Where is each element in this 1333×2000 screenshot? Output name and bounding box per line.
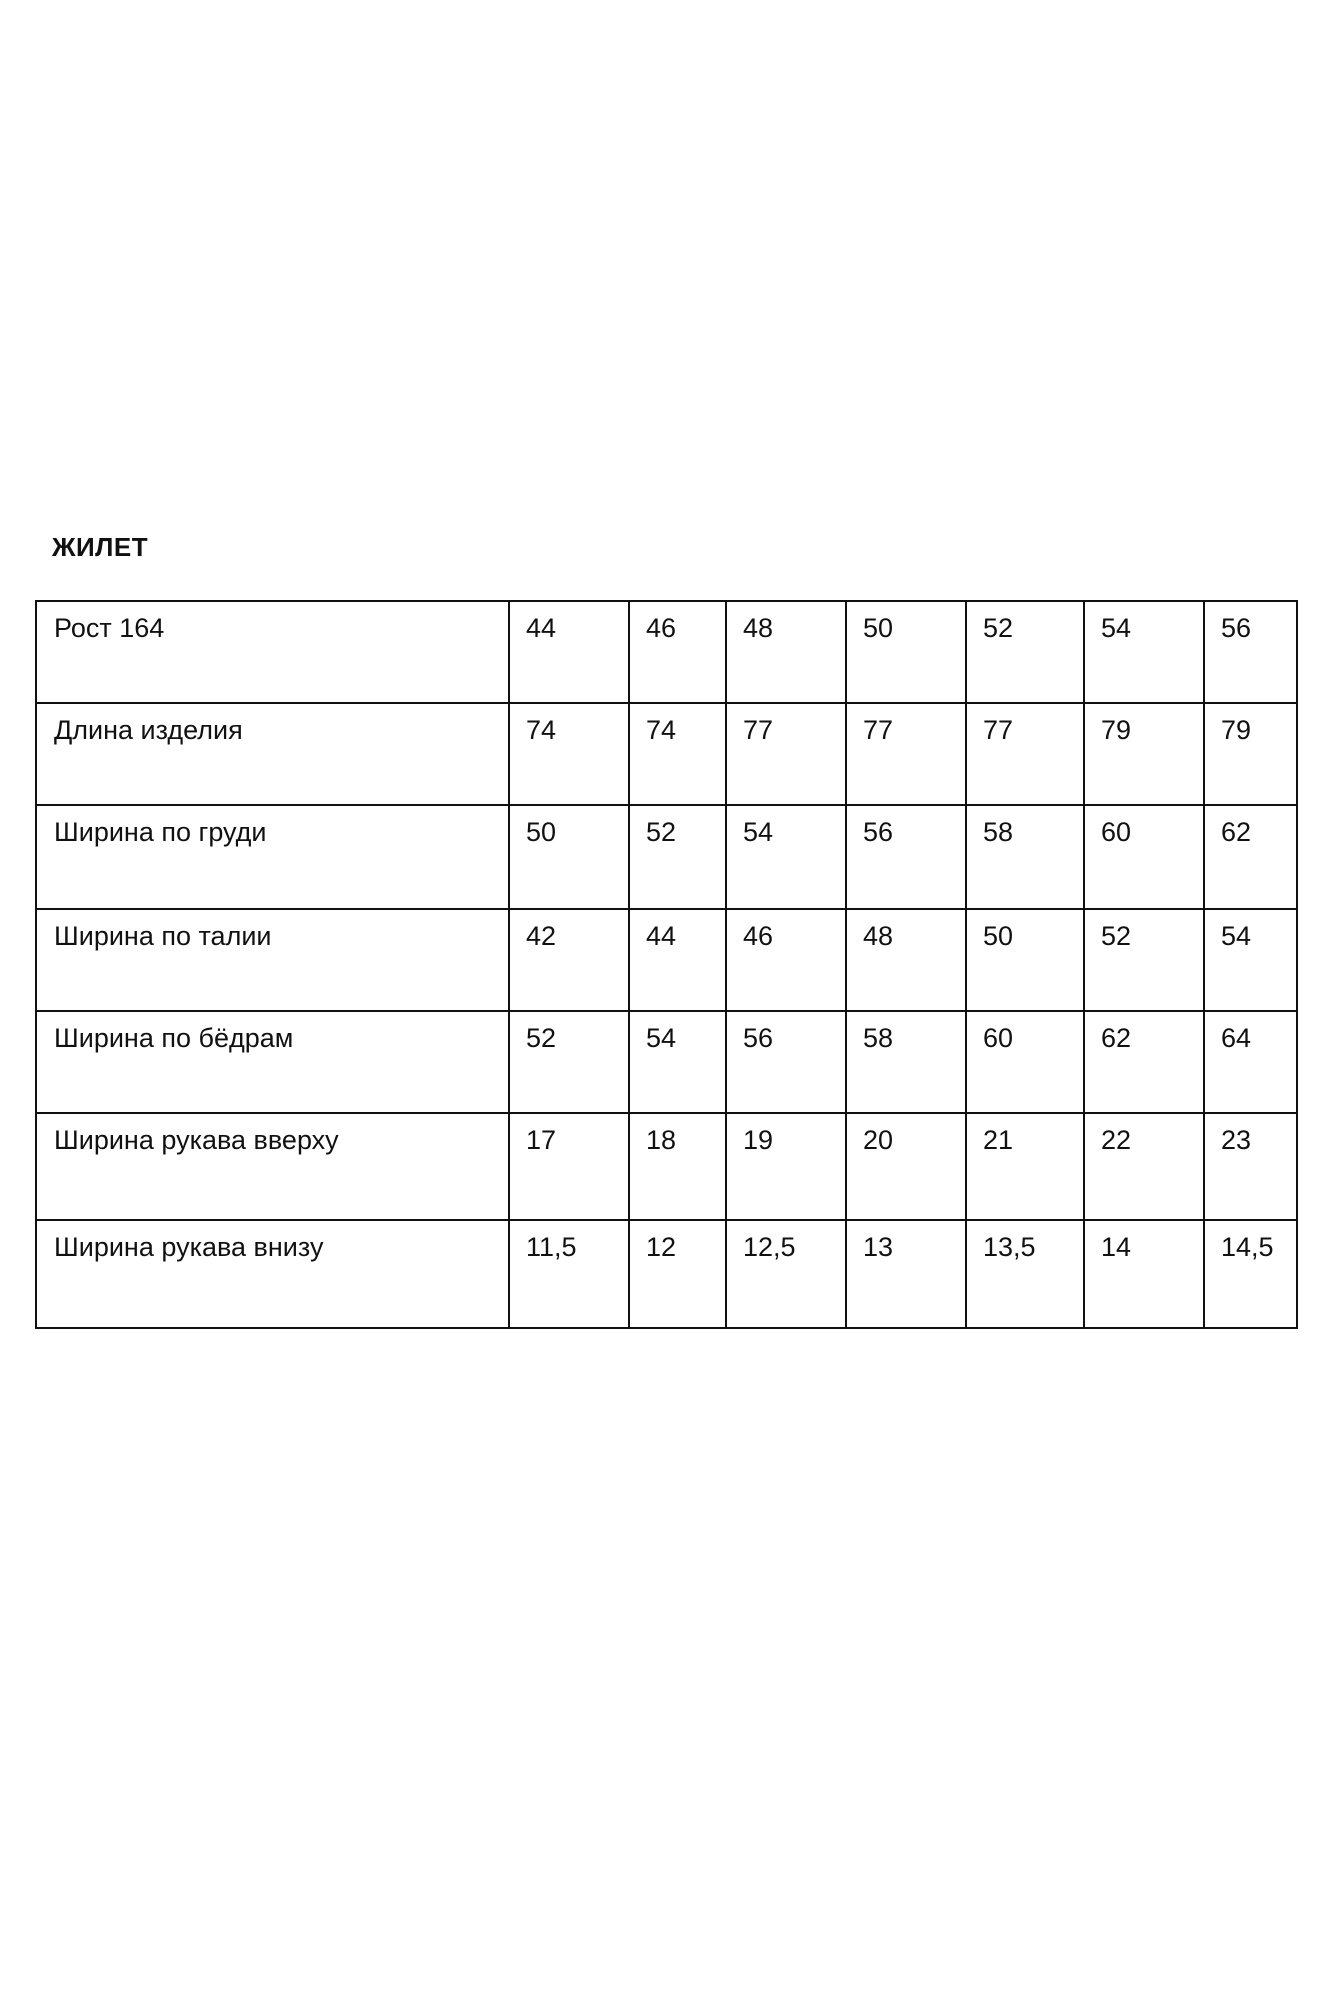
page-title: ЖИЛЕТ [52, 532, 149, 562]
row-label: Ширина рукава внизу [36, 1220, 509, 1328]
table-cell: 52 [966, 601, 1084, 703]
table-cell: 14,5 [1204, 1220, 1297, 1328]
table-cell: 52 [509, 1011, 629, 1113]
table-cell: 46 [726, 909, 846, 1011]
table-cell: 54 [726, 805, 846, 909]
table-cell: 12 [629, 1220, 726, 1328]
table-cell: 23 [1204, 1113, 1297, 1220]
table-cell: 12,5 [726, 1220, 846, 1328]
table-cell: 64 [1204, 1011, 1297, 1113]
row-label: Ширина по талии [36, 909, 509, 1011]
table-cell: 44 [629, 909, 726, 1011]
table-cell: 44 [509, 601, 629, 703]
table-cell: 74 [629, 703, 726, 805]
table-cell: 56 [1204, 601, 1297, 703]
table-cell: 79 [1084, 703, 1204, 805]
table-cell: 42 [509, 909, 629, 1011]
table-cell: 13,5 [966, 1220, 1084, 1328]
table-cell: 54 [1084, 601, 1204, 703]
row-label: Ширина по бёдрам [36, 1011, 509, 1113]
table-cell: 20 [846, 1113, 966, 1220]
table-cell: 17 [509, 1113, 629, 1220]
table-cell: 48 [846, 909, 966, 1011]
table-cell: 54 [1204, 909, 1297, 1011]
table-row [36, 805, 1297, 909]
table-row [36, 909, 1297, 1011]
table-row [36, 703, 1297, 805]
row-label: Ширина рукава вверху [36, 1113, 509, 1220]
size-chart-table [35, 600, 1298, 1329]
table-cell: 50 [509, 805, 629, 909]
table-cell: 54 [629, 1011, 726, 1113]
table-cell: 58 [966, 805, 1084, 909]
table-cell: 77 [966, 703, 1084, 805]
table-cell: 50 [966, 909, 1084, 1011]
table-cell: 62 [1084, 1011, 1204, 1113]
table-cell: 14 [1084, 1220, 1204, 1328]
table-cell: 22 [1084, 1113, 1204, 1220]
table-row [36, 601, 1297, 703]
table-cell: 60 [1084, 805, 1204, 909]
table-cell: 18 [629, 1113, 726, 1220]
table-cell: 62 [1204, 805, 1297, 909]
table-row [36, 1220, 1297, 1328]
table-cell: 79 [1204, 703, 1297, 805]
table-cell: 13 [846, 1220, 966, 1328]
table-cell: 52 [1084, 909, 1204, 1011]
table-cell: 46 [629, 601, 726, 703]
table-cell: 74 [509, 703, 629, 805]
table-row [36, 1011, 1297, 1113]
table-cell: 50 [846, 601, 966, 703]
row-label: Ширина по груди [36, 805, 509, 909]
table-row [36, 1113, 1297, 1220]
table-cell: 58 [846, 1011, 966, 1113]
table-cell: 48 [726, 601, 846, 703]
row-label: Рост 164 [36, 601, 509, 703]
table-cell: 77 [846, 703, 966, 805]
table-cell: 19 [726, 1113, 846, 1220]
table-cell: 60 [966, 1011, 1084, 1113]
table-cell: 52 [629, 805, 726, 909]
table-cell: 56 [726, 1011, 846, 1113]
table-cell: 56 [846, 805, 966, 909]
table-cell: 21 [966, 1113, 1084, 1220]
row-label: Длина изделия [36, 703, 509, 805]
table-cell: 11,5 [509, 1220, 629, 1328]
table-cell: 77 [726, 703, 846, 805]
